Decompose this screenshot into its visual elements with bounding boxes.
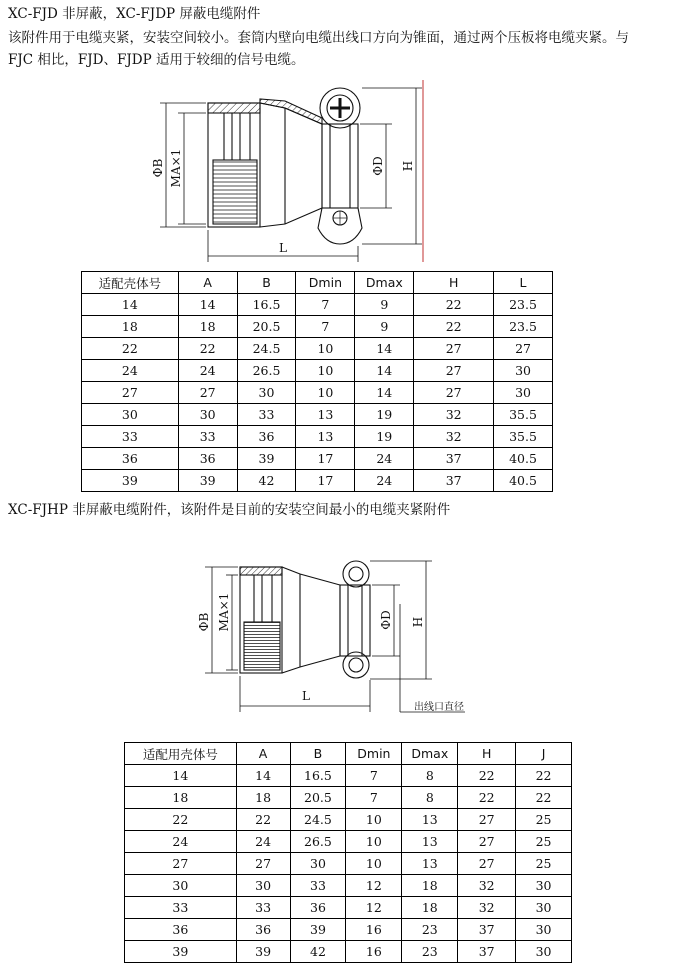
column-header: Dmax bbox=[355, 272, 414, 294]
table-cell: 27 bbox=[458, 809, 516, 831]
table-cell: 30 bbox=[178, 404, 237, 426]
table-cell: 36 bbox=[82, 448, 179, 470]
l-label-2: L bbox=[302, 689, 310, 703]
table-cell: 30 bbox=[236, 875, 290, 897]
table-row bbox=[125, 765, 572, 787]
table-cell: 30 bbox=[290, 853, 346, 875]
table-cell: 30 bbox=[82, 404, 179, 426]
ma-label-2: MA×1 bbox=[217, 592, 231, 632]
table-cell: 39 bbox=[125, 941, 237, 963]
table-cell: 22 bbox=[414, 316, 494, 338]
table-cell: 33 bbox=[236, 897, 290, 919]
table-cell: 22 bbox=[414, 294, 494, 316]
table-cell: 13 bbox=[402, 853, 458, 875]
column-header: B bbox=[290, 743, 346, 765]
table-cell: 27 bbox=[178, 382, 237, 404]
table-cell: 18 bbox=[236, 787, 290, 809]
column-header: H bbox=[458, 743, 516, 765]
table-cell: 36 bbox=[236, 919, 290, 941]
table-cell: 10 bbox=[346, 831, 402, 853]
table-cell: 14 bbox=[355, 382, 414, 404]
table-cell: 27 bbox=[414, 382, 494, 404]
table-cell: 12 bbox=[346, 897, 402, 919]
table-row bbox=[125, 897, 572, 919]
table-cell: 14 bbox=[236, 765, 290, 787]
table-cell: 20.5 bbox=[237, 316, 296, 338]
table-cell: 30 bbox=[516, 875, 572, 897]
table-cell: 25 bbox=[516, 853, 572, 875]
table-cell: 25 bbox=[516, 809, 572, 831]
table-cell: 39 bbox=[82, 470, 179, 492]
table-cell: 24 bbox=[178, 360, 237, 382]
column-header: B bbox=[237, 272, 296, 294]
table-row bbox=[125, 787, 572, 809]
ma-label: MA×1 bbox=[169, 148, 183, 188]
table-cell: 19 bbox=[355, 404, 414, 426]
table-cell: 17 bbox=[296, 448, 355, 470]
column-header: Dmin bbox=[296, 272, 355, 294]
table-row bbox=[82, 448, 553, 470]
table-cell: 13 bbox=[296, 426, 355, 448]
table-cell: 23.5 bbox=[494, 316, 553, 338]
table-row bbox=[82, 382, 553, 404]
fjhp-connector-drawing bbox=[0, 548, 700, 724]
table-cell: 22 bbox=[125, 809, 237, 831]
table-cell: 16.5 bbox=[290, 765, 346, 787]
table-cell: 37 bbox=[458, 941, 516, 963]
table-cell: 27 bbox=[458, 831, 516, 853]
table-cell: 33 bbox=[290, 875, 346, 897]
table-cell: 14 bbox=[355, 360, 414, 382]
table-cell: 24 bbox=[355, 470, 414, 492]
table-row bbox=[125, 853, 572, 875]
table-cell: 37 bbox=[414, 470, 494, 492]
table-row bbox=[82, 360, 553, 382]
table-cell: 36 bbox=[178, 448, 237, 470]
table-cell: 30 bbox=[494, 360, 553, 382]
table-cell: 35.5 bbox=[494, 426, 553, 448]
table-cell: 10 bbox=[346, 809, 402, 831]
table-cell: 30 bbox=[516, 941, 572, 963]
table-cell: 23.5 bbox=[494, 294, 553, 316]
table-cell: 36 bbox=[237, 426, 296, 448]
column-header: A bbox=[236, 743, 290, 765]
exit-diameter-label: 出线口直径 bbox=[414, 702, 464, 713]
table-cell: 8 bbox=[402, 765, 458, 787]
table-cell: 27 bbox=[458, 853, 516, 875]
table-cell: 42 bbox=[237, 470, 296, 492]
table-cell: 16.5 bbox=[237, 294, 296, 316]
table-cell: 27 bbox=[494, 338, 553, 360]
table-cell: 24.5 bbox=[237, 338, 296, 360]
table-cell: 39 bbox=[237, 448, 296, 470]
table-cell: 17 bbox=[296, 470, 355, 492]
table-cell: 22 bbox=[458, 787, 516, 809]
table-cell: 36 bbox=[125, 919, 237, 941]
table-cell: 32 bbox=[414, 426, 494, 448]
table-cell: 24 bbox=[236, 831, 290, 853]
column-header: J bbox=[516, 743, 572, 765]
table-cell: 22 bbox=[516, 787, 572, 809]
table-cell: 24 bbox=[82, 360, 179, 382]
table-cell: 32 bbox=[414, 404, 494, 426]
table-cell: 14 bbox=[178, 294, 237, 316]
h-label: H bbox=[401, 160, 415, 172]
phi-d-label-2: ΦD bbox=[379, 610, 393, 630]
table-cell: 37 bbox=[458, 919, 516, 941]
table-cell: 9 bbox=[355, 294, 414, 316]
table-header-row bbox=[82, 272, 553, 294]
table-row bbox=[125, 919, 572, 941]
table-cell: 39 bbox=[236, 941, 290, 963]
table-cell: 18 bbox=[402, 875, 458, 897]
column-header: Dmax bbox=[402, 743, 458, 765]
table-cell: 18 bbox=[178, 316, 237, 338]
table-cell: 36 bbox=[290, 897, 346, 919]
table-cell: 14 bbox=[125, 765, 237, 787]
table-cell: 10 bbox=[296, 360, 355, 382]
table-cell: 24.5 bbox=[290, 809, 346, 831]
table-cell: 16 bbox=[346, 919, 402, 941]
table-cell: 7 bbox=[346, 787, 402, 809]
table-cell: 33 bbox=[125, 897, 237, 919]
column-header: H bbox=[414, 272, 494, 294]
section2-title: XC-FJHP 非屏蔽电缆附件，该附件是目前的安装空间最小的电缆夹紧附件 bbox=[8, 502, 451, 518]
column-header: Dmin bbox=[346, 743, 402, 765]
h-label-2: H bbox=[411, 616, 425, 628]
table-cell: 40.5 bbox=[494, 470, 553, 492]
table-row bbox=[125, 941, 572, 963]
table-cell: 19 bbox=[355, 426, 414, 448]
table-cell: 13 bbox=[402, 809, 458, 831]
table-cell: 22 bbox=[82, 338, 179, 360]
table-cell: 42 bbox=[290, 941, 346, 963]
table-cell: 14 bbox=[82, 294, 179, 316]
table-row bbox=[82, 316, 553, 338]
table-row bbox=[125, 875, 572, 897]
table-cell: 27 bbox=[414, 360, 494, 382]
table-cell: 27 bbox=[82, 382, 179, 404]
table-cell: 14 bbox=[355, 338, 414, 360]
table-cell: 10 bbox=[296, 338, 355, 360]
table-cell: 30 bbox=[125, 875, 237, 897]
table-cell: 24 bbox=[355, 448, 414, 470]
table-cell: 40.5 bbox=[494, 448, 553, 470]
table-cell: 10 bbox=[346, 853, 402, 875]
table-row bbox=[82, 338, 553, 360]
table-cell: 22 bbox=[516, 765, 572, 787]
table-cell: 33 bbox=[82, 426, 179, 448]
table-header-row bbox=[125, 743, 572, 765]
table-cell: 18 bbox=[82, 316, 179, 338]
table-cell: 30 bbox=[516, 897, 572, 919]
table-cell: 37 bbox=[414, 448, 494, 470]
phi-d-label: ΦD bbox=[371, 156, 385, 176]
section1-description-line2: FJC 相比，FJD、FJDP 适用于较细的信号电缆。 bbox=[8, 52, 305, 68]
table-cell: 30 bbox=[516, 919, 572, 941]
table-cell: 23 bbox=[402, 941, 458, 963]
table-cell: 30 bbox=[237, 382, 296, 404]
l-label: L bbox=[279, 241, 287, 255]
table-cell: 32 bbox=[458, 875, 516, 897]
table-cell: 7 bbox=[296, 294, 355, 316]
table-cell: 16 bbox=[346, 941, 402, 963]
section1-title: XC-FJD 非屏蔽，XC-FJDP 屏蔽电缆附件 bbox=[8, 6, 261, 22]
table-cell: 22 bbox=[178, 338, 237, 360]
table-cell: 20.5 bbox=[290, 787, 346, 809]
fjd-connector-drawing bbox=[0, 72, 700, 268]
table-cell: 8 bbox=[402, 787, 458, 809]
table-cell: 30 bbox=[494, 382, 553, 404]
section1-description-line1: 该附件用于电缆夹紧，安装空间较小。套筒内壁向电缆出线口方向为锥面，通过两个压板将电缆夹紧。与 bbox=[8, 30, 629, 46]
table-row bbox=[82, 470, 553, 492]
phi-b-label: ΦB bbox=[151, 158, 165, 178]
fjd-spec-table bbox=[81, 271, 553, 492]
table-cell: 13 bbox=[296, 404, 355, 426]
table-cell: 33 bbox=[178, 426, 237, 448]
table-row bbox=[125, 831, 572, 853]
table-cell: 22 bbox=[458, 765, 516, 787]
table-cell: 25 bbox=[516, 831, 572, 853]
table-cell: 27 bbox=[236, 853, 290, 875]
table-row bbox=[82, 426, 553, 448]
table-cell: 7 bbox=[296, 316, 355, 338]
table-cell: 35.5 bbox=[494, 404, 553, 426]
column-header: L bbox=[494, 272, 553, 294]
table-row bbox=[125, 809, 572, 831]
table-cell: 13 bbox=[402, 831, 458, 853]
table-cell: 22 bbox=[236, 809, 290, 831]
column-header: 适配用壳体号 bbox=[125, 743, 237, 765]
table-cell: 27 bbox=[125, 853, 237, 875]
table-row bbox=[82, 404, 553, 426]
table-cell: 33 bbox=[237, 404, 296, 426]
table-cell: 18 bbox=[125, 787, 237, 809]
column-header: 适配壳体号 bbox=[82, 272, 179, 294]
fjhp-spec-table bbox=[124, 742, 572, 963]
column-header: A bbox=[178, 272, 237, 294]
table-cell: 9 bbox=[355, 316, 414, 338]
table-cell: 23 bbox=[402, 919, 458, 941]
table-cell: 24 bbox=[125, 831, 237, 853]
table-cell: 12 bbox=[346, 875, 402, 897]
table-cell: 27 bbox=[414, 338, 494, 360]
table-cell: 7 bbox=[346, 765, 402, 787]
table-cell: 26.5 bbox=[290, 831, 346, 853]
table-cell: 39 bbox=[290, 919, 346, 941]
table-cell: 10 bbox=[296, 382, 355, 404]
table-cell: 18 bbox=[402, 897, 458, 919]
table-cell: 32 bbox=[458, 897, 516, 919]
table-cell: 26.5 bbox=[237, 360, 296, 382]
table-row bbox=[82, 294, 553, 316]
table-cell: 39 bbox=[178, 470, 237, 492]
phi-b-label-2: ΦB bbox=[197, 612, 211, 632]
